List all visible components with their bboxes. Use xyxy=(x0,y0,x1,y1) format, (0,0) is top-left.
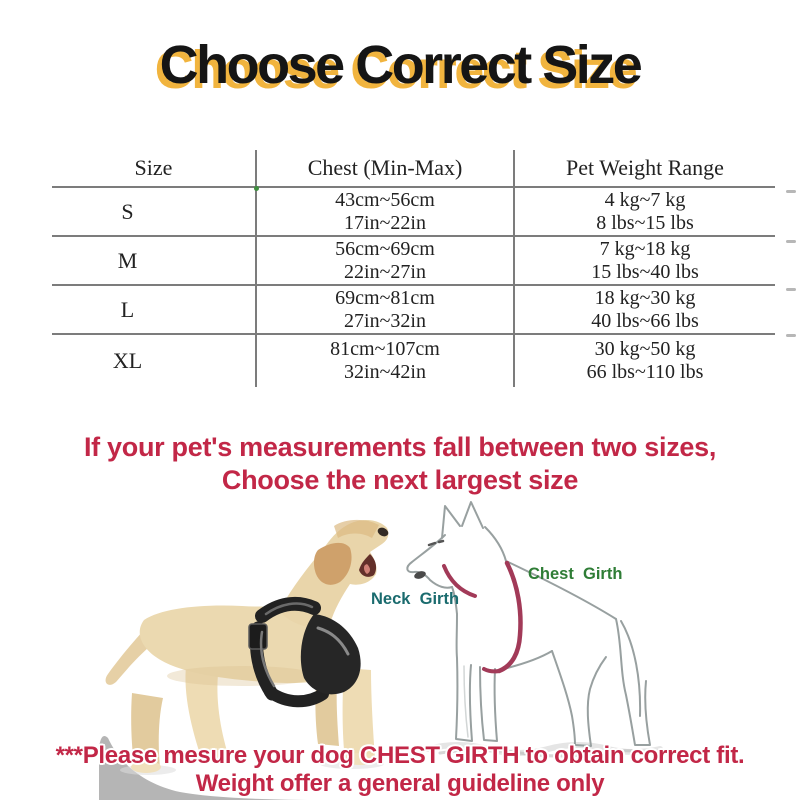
dog-measurement-sketch xyxy=(398,494,690,774)
dog-ear xyxy=(442,506,460,538)
dog-tail xyxy=(621,621,640,716)
table-row xyxy=(52,237,775,286)
harness-buckle xyxy=(249,624,267,649)
dog-neck-back xyxy=(485,527,506,561)
sizing-note-line1: If your pet's measurements fall between two sizes, xyxy=(83,432,717,462)
chest-girth-strap xyxy=(484,669,499,671)
dog-eye xyxy=(439,541,443,542)
weight-kg: 30 kg~50 kg xyxy=(594,338,696,360)
table-header-row xyxy=(52,150,775,188)
weight-range-cell xyxy=(515,286,775,333)
weight-kg: 18 kg~30 kg xyxy=(594,286,696,309)
labrador-harness-photo xyxy=(82,508,427,778)
dog-head-outline xyxy=(407,535,452,588)
chest-girth-strap xyxy=(499,563,520,671)
weight-lbs: 66 lbs~110 lbs xyxy=(586,361,704,383)
sizing-note xyxy=(0,431,800,497)
edge-artifact xyxy=(786,288,796,291)
chest-cm: 81cm~107cm xyxy=(330,338,440,360)
footer-note-line1: ***Please mesure your dog CHEST GIRTH to obtain correct fit. xyxy=(55,742,745,769)
edge-artifact xyxy=(786,190,796,193)
sizing-note-line2: Choose the next largest size xyxy=(221,465,579,495)
size-value: XL xyxy=(112,348,143,373)
chest-in: 22in~27in xyxy=(344,260,426,283)
chest-cm: 56cm~69cm xyxy=(335,237,435,260)
table-corner-artifact xyxy=(254,186,259,191)
harness-belly-strap xyxy=(270,692,323,701)
footer-note xyxy=(0,742,800,798)
size-table xyxy=(52,150,775,387)
chest-cm: 43cm~56cm xyxy=(335,188,435,211)
chest-range-cell xyxy=(255,335,515,387)
weight-range-cell xyxy=(515,335,775,387)
weight-kg: 7 kg~18 kg xyxy=(599,237,691,260)
page-title: Choose Correct Size xyxy=(159,35,641,95)
weight-range-cell xyxy=(515,237,775,284)
header-cell-weight: Pet Weight Range xyxy=(566,155,724,180)
table-row xyxy=(52,188,775,237)
dog-belly-shading xyxy=(167,666,317,686)
harness-chest-panel xyxy=(301,614,361,694)
edge-artifact xyxy=(786,240,796,243)
weight-lbs: 8 lbs~15 lbs xyxy=(596,211,694,234)
header-cell-chest: Chest (Min-Max) xyxy=(255,150,515,186)
dog-hind-leg xyxy=(616,619,650,745)
chest-range-cell xyxy=(255,237,515,284)
chest-range-cell xyxy=(255,286,515,333)
weight-lbs: 40 lbs~66 lbs xyxy=(591,309,699,332)
weight-lbs: 15 lbs~40 lbs xyxy=(591,260,699,283)
weight-kg: 4 kg~7 kg xyxy=(604,188,686,211)
chest-cm: 69cm~81cm xyxy=(335,286,435,309)
dog-front-leg xyxy=(480,667,497,741)
size-value: M xyxy=(117,247,138,273)
weight-range-cell xyxy=(515,188,775,235)
table-row xyxy=(52,286,775,335)
table-row xyxy=(52,335,775,387)
neck-girth-label: Neck Girth xyxy=(371,590,460,608)
chest-in: 27in~32in xyxy=(344,309,426,332)
dog-hind-leg xyxy=(552,651,606,746)
chest-range-cell xyxy=(255,188,515,235)
dog-far-leg-line xyxy=(464,666,468,737)
header-cell-size: Size xyxy=(134,155,173,180)
chest-in: 32in~42in xyxy=(344,361,426,383)
size-value: S xyxy=(121,198,134,224)
chest-in: 17in~22in xyxy=(344,211,426,234)
footer-note-line2: Weight offer a general guideline only xyxy=(195,770,605,797)
size-value: L xyxy=(120,296,135,322)
edge-artifact xyxy=(786,334,796,337)
dog-ear xyxy=(462,502,483,528)
chest-girth-label: Chest Girth xyxy=(528,565,623,583)
